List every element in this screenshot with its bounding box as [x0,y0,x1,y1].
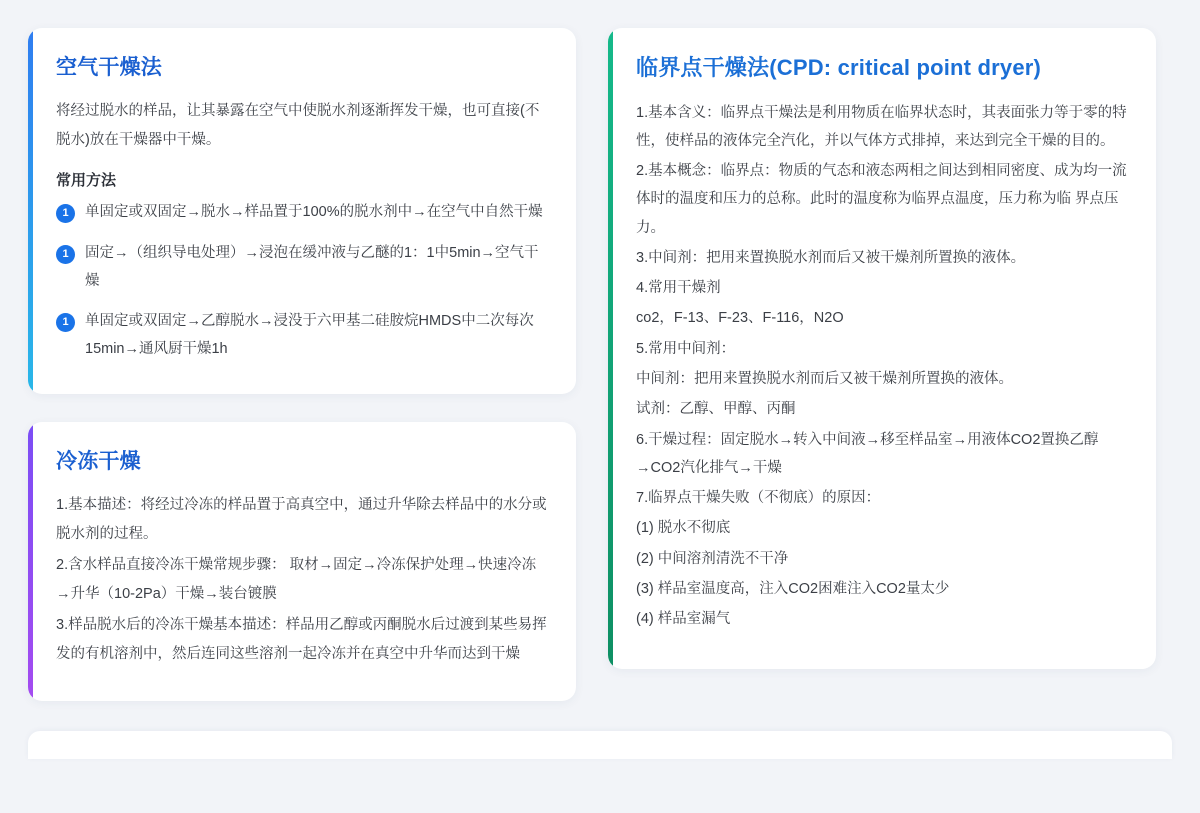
two-column-layout [28,28,1172,701]
cpd-body [636,99,1128,634]
cpd-line: 7.临界点干燥失败（不彻底）的原因： [636,490,881,507]
air-drying-methods-heading: 常用方法 [56,172,117,190]
step-number-badge: 1 [56,245,75,264]
step-text: 固定→（组织导电处理）→浸泡在缓冲液与乙醚的1：1中5min→空气干燥 [85,244,539,289]
card-accent-bar-air-drying [28,28,33,394]
cpd-line: 3.中间剂：把用来置换脱水剂而后又被干燥剂所置换的液体。 [636,249,1026,266]
cpd-line: 2.基本概念：临界点：物质的气态和液态两相之间达到相同密度、成为均一流体时的温度和压力的总称。此时的温度称为临界点温度，压力称为临 界点压力。 [636,163,1127,236]
card-accent-bar-cpd [608,28,613,669]
cpd-line: 5.常用中间剂： [636,340,736,357]
air-drying-steps-list [56,198,548,363]
cpd-line: 6.干燥过程：固定脱水→转入中间液→移至样品室→用液体CO2置换乙醇 →CO2汽化排气→干燥 [636,431,1099,476]
card-freeze-drying [28,422,576,701]
card-air-drying [28,28,576,394]
right-column [608,28,1156,669]
card-accent-bar-freeze-drying [28,422,33,701]
cpd-line: 1.基本含义：临界点干燥法是利用物质在临界状态时，其表面张力等于零的特性，使样品的液体完全汽化，并以气体方式排掉，来达到完全干燥的目的。 [636,104,1127,149]
cpd-line: (3) 样品室温度高，注入CO2困难注入CO2量太少 [636,580,950,597]
cpd-line: (1) 脱水不彻底 [636,520,731,537]
footer-strip [28,731,1172,759]
step-number-badge: 1 [56,204,75,223]
air-drying-intro: 将经过脱水的样品，让其暴露在空气中使脱水剂逐渐挥发干燥，也可直接(不脱水)放在干燥器中干燥。 [56,103,540,149]
step-text: 单固定或双固定→脱水→样品置于100%的脱水剂中→在空气中自然干燥 [85,204,543,221]
card-critical-point-drying [608,28,1156,669]
freeze-drying-body [56,491,548,669]
freeze-drying-line: 1.基本描述：将经过冷冻的样品置于高真空中，通过升华除去样品中的水分或脱水剂的过程。 [56,496,547,542]
card-title-air-drying: 空气干燥法 [56,56,162,79]
card-title-freeze-drying: 冷冻干燥 [56,449,141,473]
freeze-drying-line: 3.样品脱水后的冷冻干燥基本描述：样品用乙醇或丙酮脱水后过渡到某些易挥发的有机溶剂中，然后连同这些溶剂一起冷冻并在真空中升华而达到干燥 [56,616,547,662]
cpd-line: (2) 中间溶剂清洗不干净 [636,550,789,567]
step-text: 单固定或双固定→乙醇脱水→浸没于六甲基二硅胺烷HMDS中二次每次15min→通风厨干燥1h [85,313,534,358]
list-item [56,198,548,226]
cpd-line-drying-agents: co2，F-13、F-23、F-116，N2O [636,310,844,327]
left-column [28,28,576,701]
cpd-line: 试剂：乙醇、甲醇、丙酮 [636,401,796,418]
step-number-badge: 1 [56,313,75,332]
cpd-line: 中间剂：把用来置换脱水剂而后又被干燥剂所置换的液体。 [636,370,1013,387]
card-title-cpd: 临界点干燥法(CPD: critical point dryer) [636,55,1042,80]
list-item [56,307,548,364]
list-item [56,239,548,296]
cpd-line: 4.常用干燥剂 [636,280,721,297]
cpd-line: (4) 样品室漏气 [636,611,731,628]
freeze-drying-line: 2.含水样品直接冷冻干燥常规步骤： 取材→固定→冷冻保护处理→快速冷冻→升华（10-2Pa）干燥→装台镀膜 [56,556,537,602]
